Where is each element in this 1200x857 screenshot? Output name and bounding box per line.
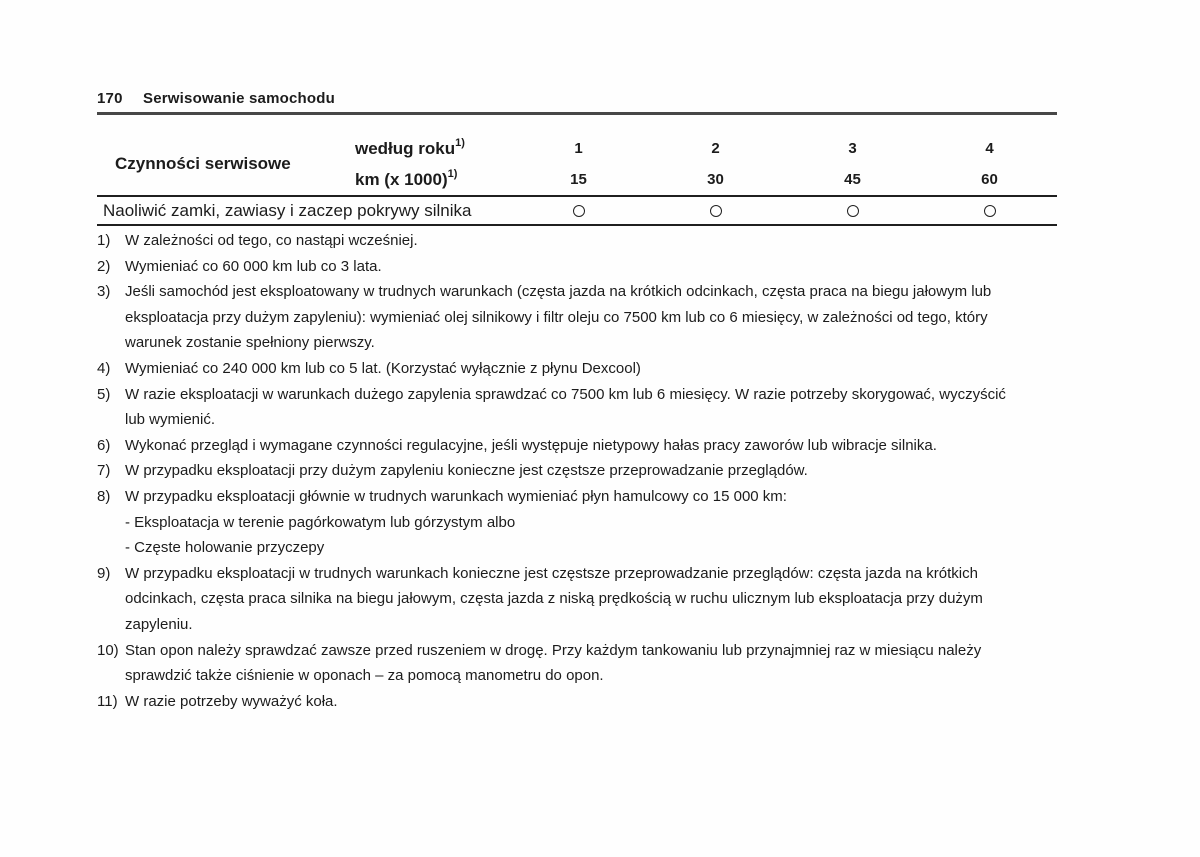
interval-row <box>97 133 1057 164</box>
footnote-number: 9) <box>97 564 111 582</box>
interval-label: według roku$^{1)}$ <box>355 136 465 158</box>
footnote-number: 7) <box>97 462 111 480</box>
table-row <box>97 197 1057 224</box>
footnote-line: Wykonać przegląd i wymagane czynności regulacyjne, jeśli występuje nietypowy hałas pracy zaworów lub wibracje silnika. <box>125 436 937 454</box>
footnote-text <box>125 689 1017 715</box>
footnote-item <box>97 382 1037 433</box>
table-cell: 3 <box>848 140 857 157</box>
table-columns <box>510 164 1058 195</box>
service-schedule-table <box>97 133 1057 226</box>
table-columns <box>510 133 1058 164</box>
footnote-line: Jeśli samochód jest eksploatowany w trudnych warunkach (częsta jazda na krótkich odcinkach, częsta praca na biegu jałowym lub eksploatacja przy dużym zapyleniu): wymieniać olej silnikowy i filtr oleju co 7500 km lub co 6 miesięcy, w zależności od tego, który warunek zostanie spełniony pierwszy. <box>125 283 992 352</box>
page-header <box>97 90 335 107</box>
footnote-line: W zależności od tego, co nastąpi wcześniej. <box>125 232 418 249</box>
page-number: 170 <box>97 90 123 107</box>
table-rule-bottom <box>97 224 1057 226</box>
table-cell <box>784 197 921 224</box>
footnote-text <box>125 484 1017 561</box>
table-body <box>97 197 1057 224</box>
table-cell: 60 <box>981 171 998 188</box>
table-cell: 1 <box>574 140 583 157</box>
footnote-number: 1) <box>97 232 111 249</box>
footnote-item <box>97 279 1037 356</box>
footnote-item <box>97 254 1037 280</box>
table-cell <box>510 197 647 224</box>
footnote-line: W przypadku eksploatacji w trudnych warunkach konieczne jest częstsze przeprowadzanie przeglądów: częsta jazda na krótkich odcinkach, częsta praca silnika na biegu jałowym, częsta jazda z niską prędkością w ruchu ulicznym lub eksploatacja przy dużym zapyleniu. <box>125 564 983 633</box>
table-cell: 15 <box>570 171 587 188</box>
footnote-text <box>125 356 1017 382</box>
footnote-item <box>97 484 1037 561</box>
footnote-item <box>97 433 1037 459</box>
interval-label: km (x 1000)$^{1)}$ <box>355 167 458 189</box>
table-cell <box>921 197 1058 224</box>
footnote-item <box>97 561 1037 638</box>
footnote-text <box>125 228 1017 254</box>
interval-row <box>97 164 1057 195</box>
header-rule <box>97 112 1057 115</box>
table-header <box>97 133 1057 195</box>
footnote-number: 11) <box>97 692 118 710</box>
footnote-reference: 1) <box>455 136 465 149</box>
footnote-line: W razie potrzeby wyważyć koła. <box>125 692 338 710</box>
footnote-line: W przypadku eksploatacji przy dużym zapyleniu konieczne jest częstsze przeprowadzanie przeglądów. <box>125 462 808 480</box>
footnote-reference: 1) <box>447 167 458 180</box>
circle-mark-icon <box>984 205 996 217</box>
footnote-item <box>97 638 1037 689</box>
table-cell: 45 <box>844 171 861 188</box>
footnote-number: 5) <box>97 385 111 403</box>
section-title: Serwisowanie samochodu <box>143 90 335 107</box>
footnote-item <box>97 356 1037 382</box>
footnote-item <box>97 228 1037 254</box>
footnote-text <box>125 382 1017 433</box>
footnote-number: 4) <box>97 359 111 377</box>
interval-rows <box>97 133 1057 195</box>
table-columns <box>510 197 1058 224</box>
footnote-line: Stan opon należy sprawdzać zawsze przed ruszeniem w drogę. Przy każdym tankowaniu lub przynajmniej raz w miesiącu należy sprawdzić także ciśnienie w oponach – za pomocą manometru do opon. <box>125 641 982 685</box>
footnote-text <box>125 458 1017 484</box>
service-activity-label: Naoliwić zamki, zawiasy i zaczep pokrywy silnika <box>103 200 472 220</box>
footnote-line: W przypadku eksploatacji głównie w trudnych warunkach wymieniać płyn hamulcowy co 15 000 km: <box>125 487 787 505</box>
footnote-text <box>125 279 1017 356</box>
footnote-text <box>125 254 1017 280</box>
footnote-number: 3) <box>97 283 111 301</box>
footnotes-list <box>97 228 1037 714</box>
table-cell: 4 <box>985 140 994 157</box>
circle-mark-icon <box>573 205 585 217</box>
footnote-line: W razie eksploatacji w warunkach dużego zapylenia sprawdzać co 7500 km lub 6 miesięcy. W razie potrzeby skorygować, wyczyścić lub wymienić. <box>125 385 1006 429</box>
footnote-number: 10) <box>97 641 119 659</box>
footnote-text <box>125 561 1017 638</box>
table-cell <box>647 197 784 224</box>
footnote-number: 8) <box>97 487 111 505</box>
table-cell: 2 <box>711 140 720 157</box>
footnote-item <box>97 689 1037 715</box>
footnote-number: 2) <box>97 257 111 275</box>
table-cell: 30 <box>707 171 724 188</box>
activities-column-header: Czynności serwisowe <box>115 154 291 173</box>
footnote-text <box>125 433 1017 459</box>
circle-mark-icon <box>710 205 722 217</box>
footnote-line: - Częste holowanie przyczepy <box>125 539 325 557</box>
footnote-item <box>97 458 1037 484</box>
footnote-line: Wymieniać co 240 000 km lub co 5 lat. (Korzystać wyłącznie z płynu Dexcool) <box>125 359 641 377</box>
footnote-text <box>125 638 1017 689</box>
circle-mark-icon <box>847 205 859 217</box>
footnote-line: - Eksploatacja w terenie pagórkowatym lub górzystym albo <box>125 513 516 531</box>
footnote-number: 6) <box>97 436 111 454</box>
footnote-line: Wymieniać co 60 000 km lub co 3 lata. <box>125 257 382 275</box>
